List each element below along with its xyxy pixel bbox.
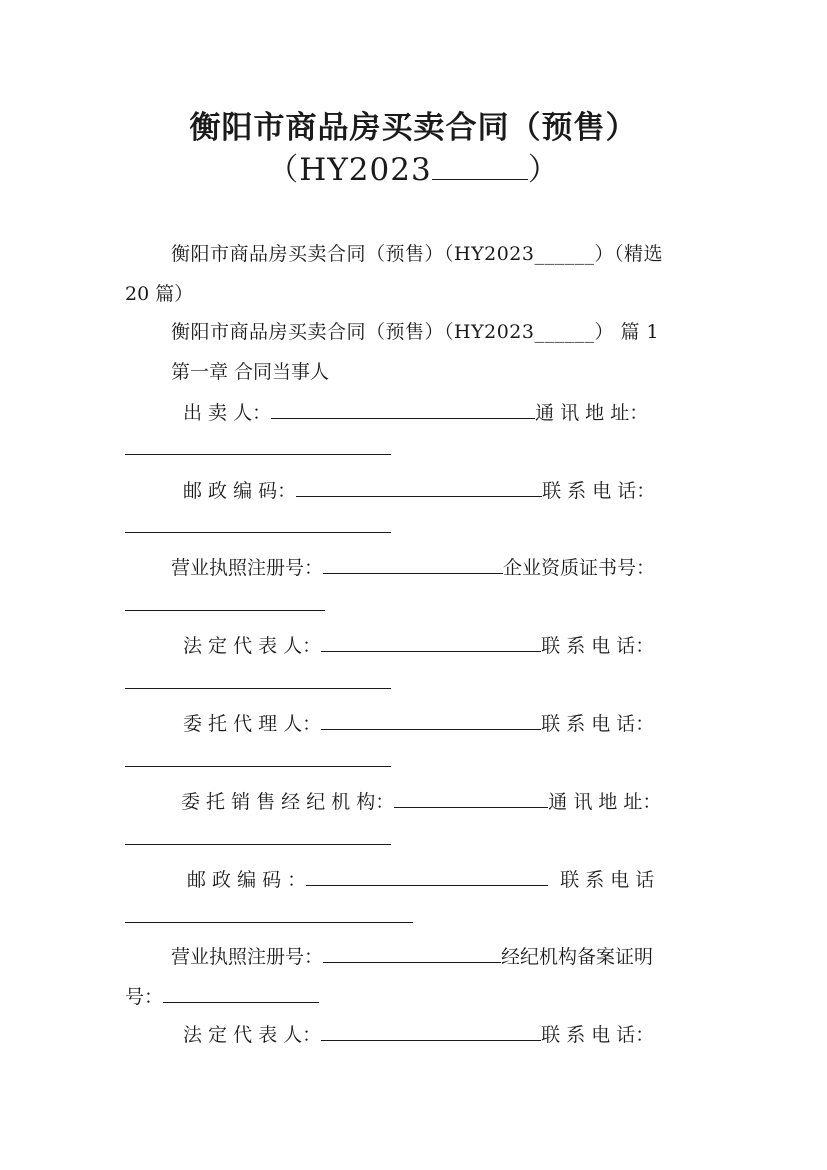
agency-cert-row [125,984,319,1009]
postcode-blank[interactable] [296,478,542,497]
legal-rep-label: 法 定 代 表 人： [183,635,322,657]
agent-phone-row [125,748,391,773]
legal-rep-blank[interactable] [321,633,541,652]
license-row [171,555,655,580]
seller-row [183,400,648,425]
legal-rep-phone-row [125,670,391,695]
article-heading: 衡阳市商品房买卖合同（预售）（HY2023______） 篇 1 [171,321,660,343]
phone-label-3: 联 系 电 话： [541,1024,655,1046]
seller-address-row [125,436,391,461]
address-label: 通 讯 地 址： [548,791,662,813]
agency-license-blank[interactable] [323,944,501,963]
legal-rep-phone-blank[interactable] [125,670,391,689]
number-blank[interactable] [432,153,528,180]
agency-postcode-blank[interactable] [306,867,548,886]
number-suffix: ） [527,152,560,188]
agency-legal-rep-row [183,1022,654,1047]
qualification-row [125,592,325,617]
seller-phone-row [125,514,391,539]
chapter-heading: 第一章 合同当事人 [171,361,330,383]
seller-blank[interactable] [271,400,535,419]
agency-cert-label: 经纪机构备案证明 [501,946,654,968]
business-license-label-2: 营业执照注册号： [171,946,324,968]
sales-agency-address-blank[interactable] [125,826,391,845]
agency-cert-suffix: 号： [125,986,164,1008]
agency-postcode-row [187,867,654,892]
phone-blank[interactable] [125,514,391,533]
agent-phone-blank[interactable] [125,748,391,767]
sales-agency-address-row [125,826,391,851]
qualification-label: 企业资质证书号： [503,557,656,579]
intro-line-1: 衡阳市商品房买卖合同（预售）（HY2023______）（精选 [171,243,663,265]
number-prefix: （HY2023 [267,152,432,188]
postcode-label-2: 邮 政 编 码 ： [187,869,307,891]
agent-row [183,711,654,736]
legal-rep-label-2: 法 定 代 表 人： [183,1024,322,1046]
postcode-label: 邮 政 编 码： [183,480,297,502]
agent-blank[interactable] [321,711,541,730]
phone-label: 联 系 电 话： [541,713,655,735]
agency-license-row [171,944,653,969]
agency-phone-blank[interactable] [125,904,413,923]
phone-label: 联 系 电 话： [542,480,656,502]
agent-label: 委 托 代 理 人： [183,713,322,735]
phone-label-2: 联 系 电 话 [560,869,655,891]
agency-phone-row [125,904,413,929]
document-title: 衡阳市商品房买卖合同（预售） [189,110,638,146]
qualification-blank[interactable] [125,592,325,611]
intro-line-2: 20 篇） [125,283,194,305]
business-license-label: 营业执照注册号： [171,557,324,579]
document-number [0,144,827,189]
sales-agency-blank[interactable] [394,789,548,808]
phone-label: 联 系 电 话： [541,635,655,657]
seller-label: 出 卖 人： [183,402,272,424]
agency-legal-rep-blank[interactable] [321,1022,541,1041]
seller-address-blank[interactable] [125,436,391,455]
legal-rep-row [183,633,654,658]
address-label: 通 讯 地 址： [535,402,649,424]
seller-postcode-row [183,478,655,503]
business-license-blank[interactable] [323,555,503,574]
agency-cert-blank[interactable] [163,984,319,1003]
sales-agency-label: 委 托 销 售 经 纪 机 构： [181,791,395,813]
sales-agency-row [181,789,661,814]
